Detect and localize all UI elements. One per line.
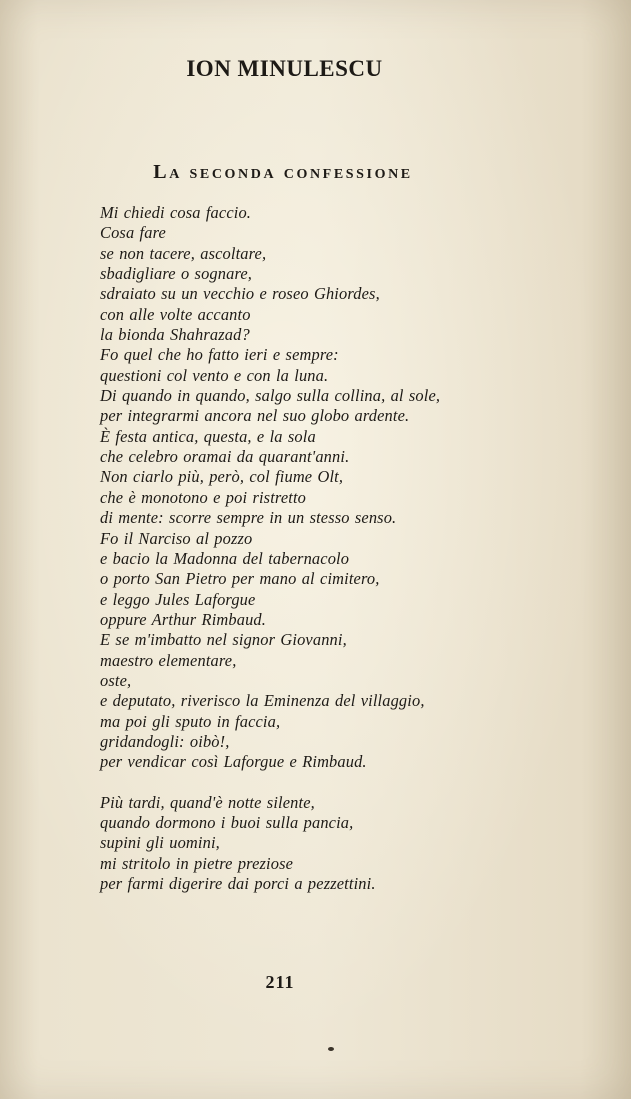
stanza-2 xyxy=(100,793,520,895)
poem-line: quando dormono i buoi sulla pancia, xyxy=(100,812,354,832)
poem-title: La seconda confessione xyxy=(153,161,413,183)
poem-line: questioni col vento e con la luna. xyxy=(100,365,329,385)
poem-line: che celebro oramai da quarant'anni. xyxy=(100,447,350,467)
poem-line: o porto San Pietro per mano al cimitero, xyxy=(100,569,380,589)
poem-line: supini gli uomini, xyxy=(100,833,220,853)
poem-line: oppure Arthur Rimbaud. xyxy=(100,609,267,629)
poem-line: sbadigliare o sognare, xyxy=(100,264,253,284)
poem-line: e leggo Jules Laforgue xyxy=(100,589,256,609)
poem-line: Fo quel che ho fatto ieri e sempre: xyxy=(100,345,339,365)
poem-body xyxy=(100,203,520,894)
poem-line: e bacio la Madonna del tabernacolo xyxy=(100,548,350,568)
poem-line: maestro elementare, xyxy=(100,650,237,670)
poem-line: mi stritolo in pietre preziose xyxy=(100,853,294,873)
poem-line: Cosa fare xyxy=(100,223,166,243)
poem-line: che è monotono e poi ristretto xyxy=(100,487,307,507)
poem-line: la bionda Shahrazad? xyxy=(100,325,250,345)
stanza-1 xyxy=(100,203,520,773)
author-heading: ION MINULESCU xyxy=(186,56,383,81)
poem-line: E se m'imbatto nel signor Giovanni, xyxy=(100,630,347,650)
ornament-dot xyxy=(328,1047,334,1051)
poem-line: Più tardi, quand'è notte silente, xyxy=(100,792,315,812)
poem-line: sdraiato su un vecchio e roseo Ghiordes, xyxy=(100,284,380,304)
poem-line: per vendicar così Laforgue e Rimbaud. xyxy=(100,752,367,772)
poem-line: Di quando in quando, salgo sulla collina, al sole, xyxy=(100,386,441,406)
poem-line: Fo il Narciso al pozzo xyxy=(100,528,253,548)
poem-line: È festa antica, questa, e la sola xyxy=(100,426,316,446)
poem-line: Mi chiedi cosa faccio. xyxy=(100,203,252,222)
poem-line: per farmi digerire dai porci a pezzettini. xyxy=(100,874,376,893)
poem-line: di mente: scorre sempre in un stesso senso. xyxy=(100,508,397,528)
poem-line: gridandogli: oibò!, xyxy=(100,731,230,751)
poem-line: Non ciarlo più, però, col fiume Olt, xyxy=(100,467,344,487)
poem-line: e deputato, riverisco la Eminenza del villaggio, xyxy=(100,691,425,711)
poem-line: ma poi gli sputo in faccia, xyxy=(100,711,281,731)
poem-line: per integrarmi ancora nel suo globo ardente. xyxy=(100,406,410,426)
page-number: 211 xyxy=(265,972,295,992)
poem-line: oste, xyxy=(100,670,132,690)
poem-line: se non tacere, ascoltare, xyxy=(100,243,267,263)
poem-line: con alle volte accanto xyxy=(100,304,251,324)
